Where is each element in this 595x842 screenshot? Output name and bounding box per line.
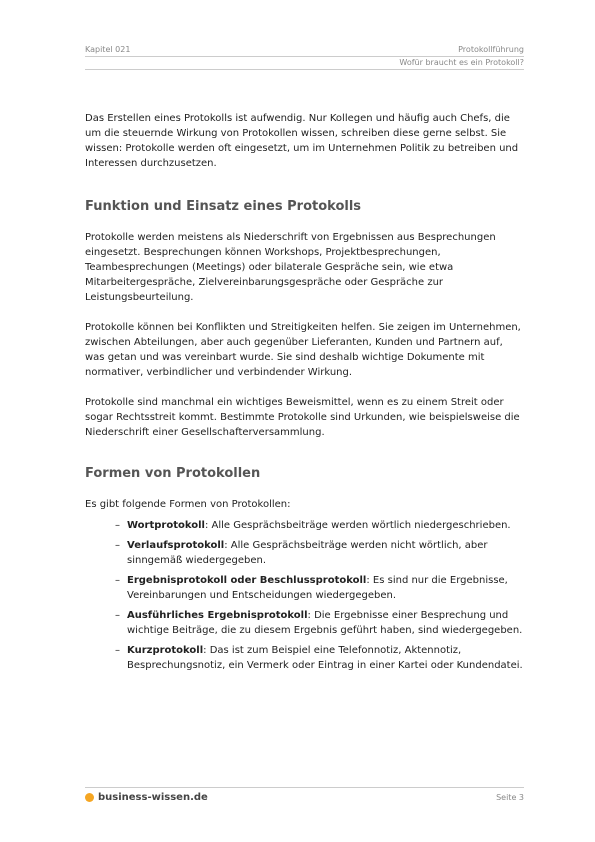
business-wissen-logo[interactable] bbox=[85, 792, 208, 803]
dash-bullet: – bbox=[115, 575, 120, 586]
section-heading-funktion: Funktion und Einsatz eines Protokolls bbox=[85, 199, 362, 214]
list-item-text: : Das ist zum Beispiel eine Telefonnotiz, Aktennotiz, Besprechungsnotiz, ein Vermerk oder Eintrag in einer Kartei oder Kundendatei. bbox=[127, 645, 523, 671]
dash-bullet: – bbox=[115, 645, 120, 656]
dash-bullet: – bbox=[115, 540, 120, 551]
chapter-label: Kapitel 021 bbox=[85, 45, 131, 54]
list-item-term: Ausführliches Ergebnisprotokoll bbox=[127, 610, 308, 621]
list-item-term: Wortprotokoll bbox=[127, 520, 205, 531]
header-divider bbox=[85, 56, 524, 57]
dash-bullet: – bbox=[115, 610, 120, 621]
document-title: Protokollführung bbox=[458, 45, 524, 54]
paragraph: Protokolle werden meistens als Niederschrift von Ergebnissen aus Besprechungen eingesetzt. Besprechungen können Workshops, Projektbesprechungen, Teambesprechungen (Meetings) oder bilaterale Gespräche sein, wie etwa Mitarbeitergespräche, Zielvereinbarungsgespräche oder Gespräche zur Leistungsbeurteilung. bbox=[85, 232, 496, 303]
list-item-text: : Es sind nur die Ergebnisse, Vereinbarungen und Entscheidungen wiedergegeben. bbox=[127, 575, 508, 601]
document-subtitle: Wofür braucht es ein Protokoll? bbox=[399, 58, 524, 67]
logo-text: business-wissen.de bbox=[98, 792, 208, 803]
paragraph: Protokolle können bei Konflikten und Streitigkeiten helfen. Sie zeigen im Unternehmen, zwischen Abteilungen, aber auch gegenüber Lieferanten, Kunden und Partnern auf, was getan und was vereinbart wurde. Sie sind deshalb wichtige Dokumente mit normativer, verbindlicher und verbindender Wirkung. bbox=[85, 322, 521, 378]
page-content bbox=[85, 111, 525, 678]
list-item-text: : Alle Gesprächsbeiträge werden wörtlich niedergeschrieben. bbox=[204, 520, 511, 531]
list-item bbox=[85, 573, 525, 603]
logo-dot-icon bbox=[85, 793, 94, 802]
list-item-text: : Die Ergebnisse einer Besprechung und wichtige Beiträge, die zu diesem Ergebnis geführt haben, sind wiedergegeben. bbox=[127, 610, 523, 636]
intro-paragraph: Das Erstellen eines Protokolls ist aufwendig. Nur Kollegen und häufig auch Chefs, die um die steuernde Wirkung von Protokollen wissen, schreiben diese gerne selbst. Sie wissen: Protokolle werden oft eingesetzt, um im Unternehmen Politik zu betreiben und Interessen durchzusetzen. bbox=[85, 113, 519, 169]
dash-bullet: – bbox=[115, 520, 120, 531]
page-number: Seite 3 bbox=[496, 793, 524, 802]
list-item-text: : Alle Gesprächsbeiträge werden nicht wörtlich, aber sinngemäß wiedergegeben. bbox=[127, 540, 488, 566]
list-lead: Es gibt folgende Formen von Protokollen: bbox=[85, 499, 291, 510]
list-item bbox=[85, 538, 525, 568]
paragraph: Protokolle sind manchmal ein wichtiges Beweismittel, wenn es zu einem Streit oder sogar Rechtsstreit kommt. Bestimmte Protokolle sind Urkunden, wie beispielsweise die Niederschrift einer Gesellschafterversammlung. bbox=[85, 397, 520, 438]
header-divider-2 bbox=[85, 69, 524, 70]
list-item-term: Verlaufsprotokoll bbox=[127, 540, 225, 551]
list-item bbox=[85, 608, 525, 638]
section-heading-formen: Formen von Protokollen bbox=[85, 466, 261, 481]
list-item-term: Kurzprotokoll bbox=[127, 645, 204, 656]
list-item bbox=[85, 643, 525, 673]
protocol-types-list bbox=[85, 518, 525, 673]
footer-divider bbox=[85, 787, 524, 788]
list-item-term: Ergebnisprotokoll oder Beschlussprotokoll bbox=[127, 575, 367, 586]
list-item bbox=[85, 518, 525, 533]
